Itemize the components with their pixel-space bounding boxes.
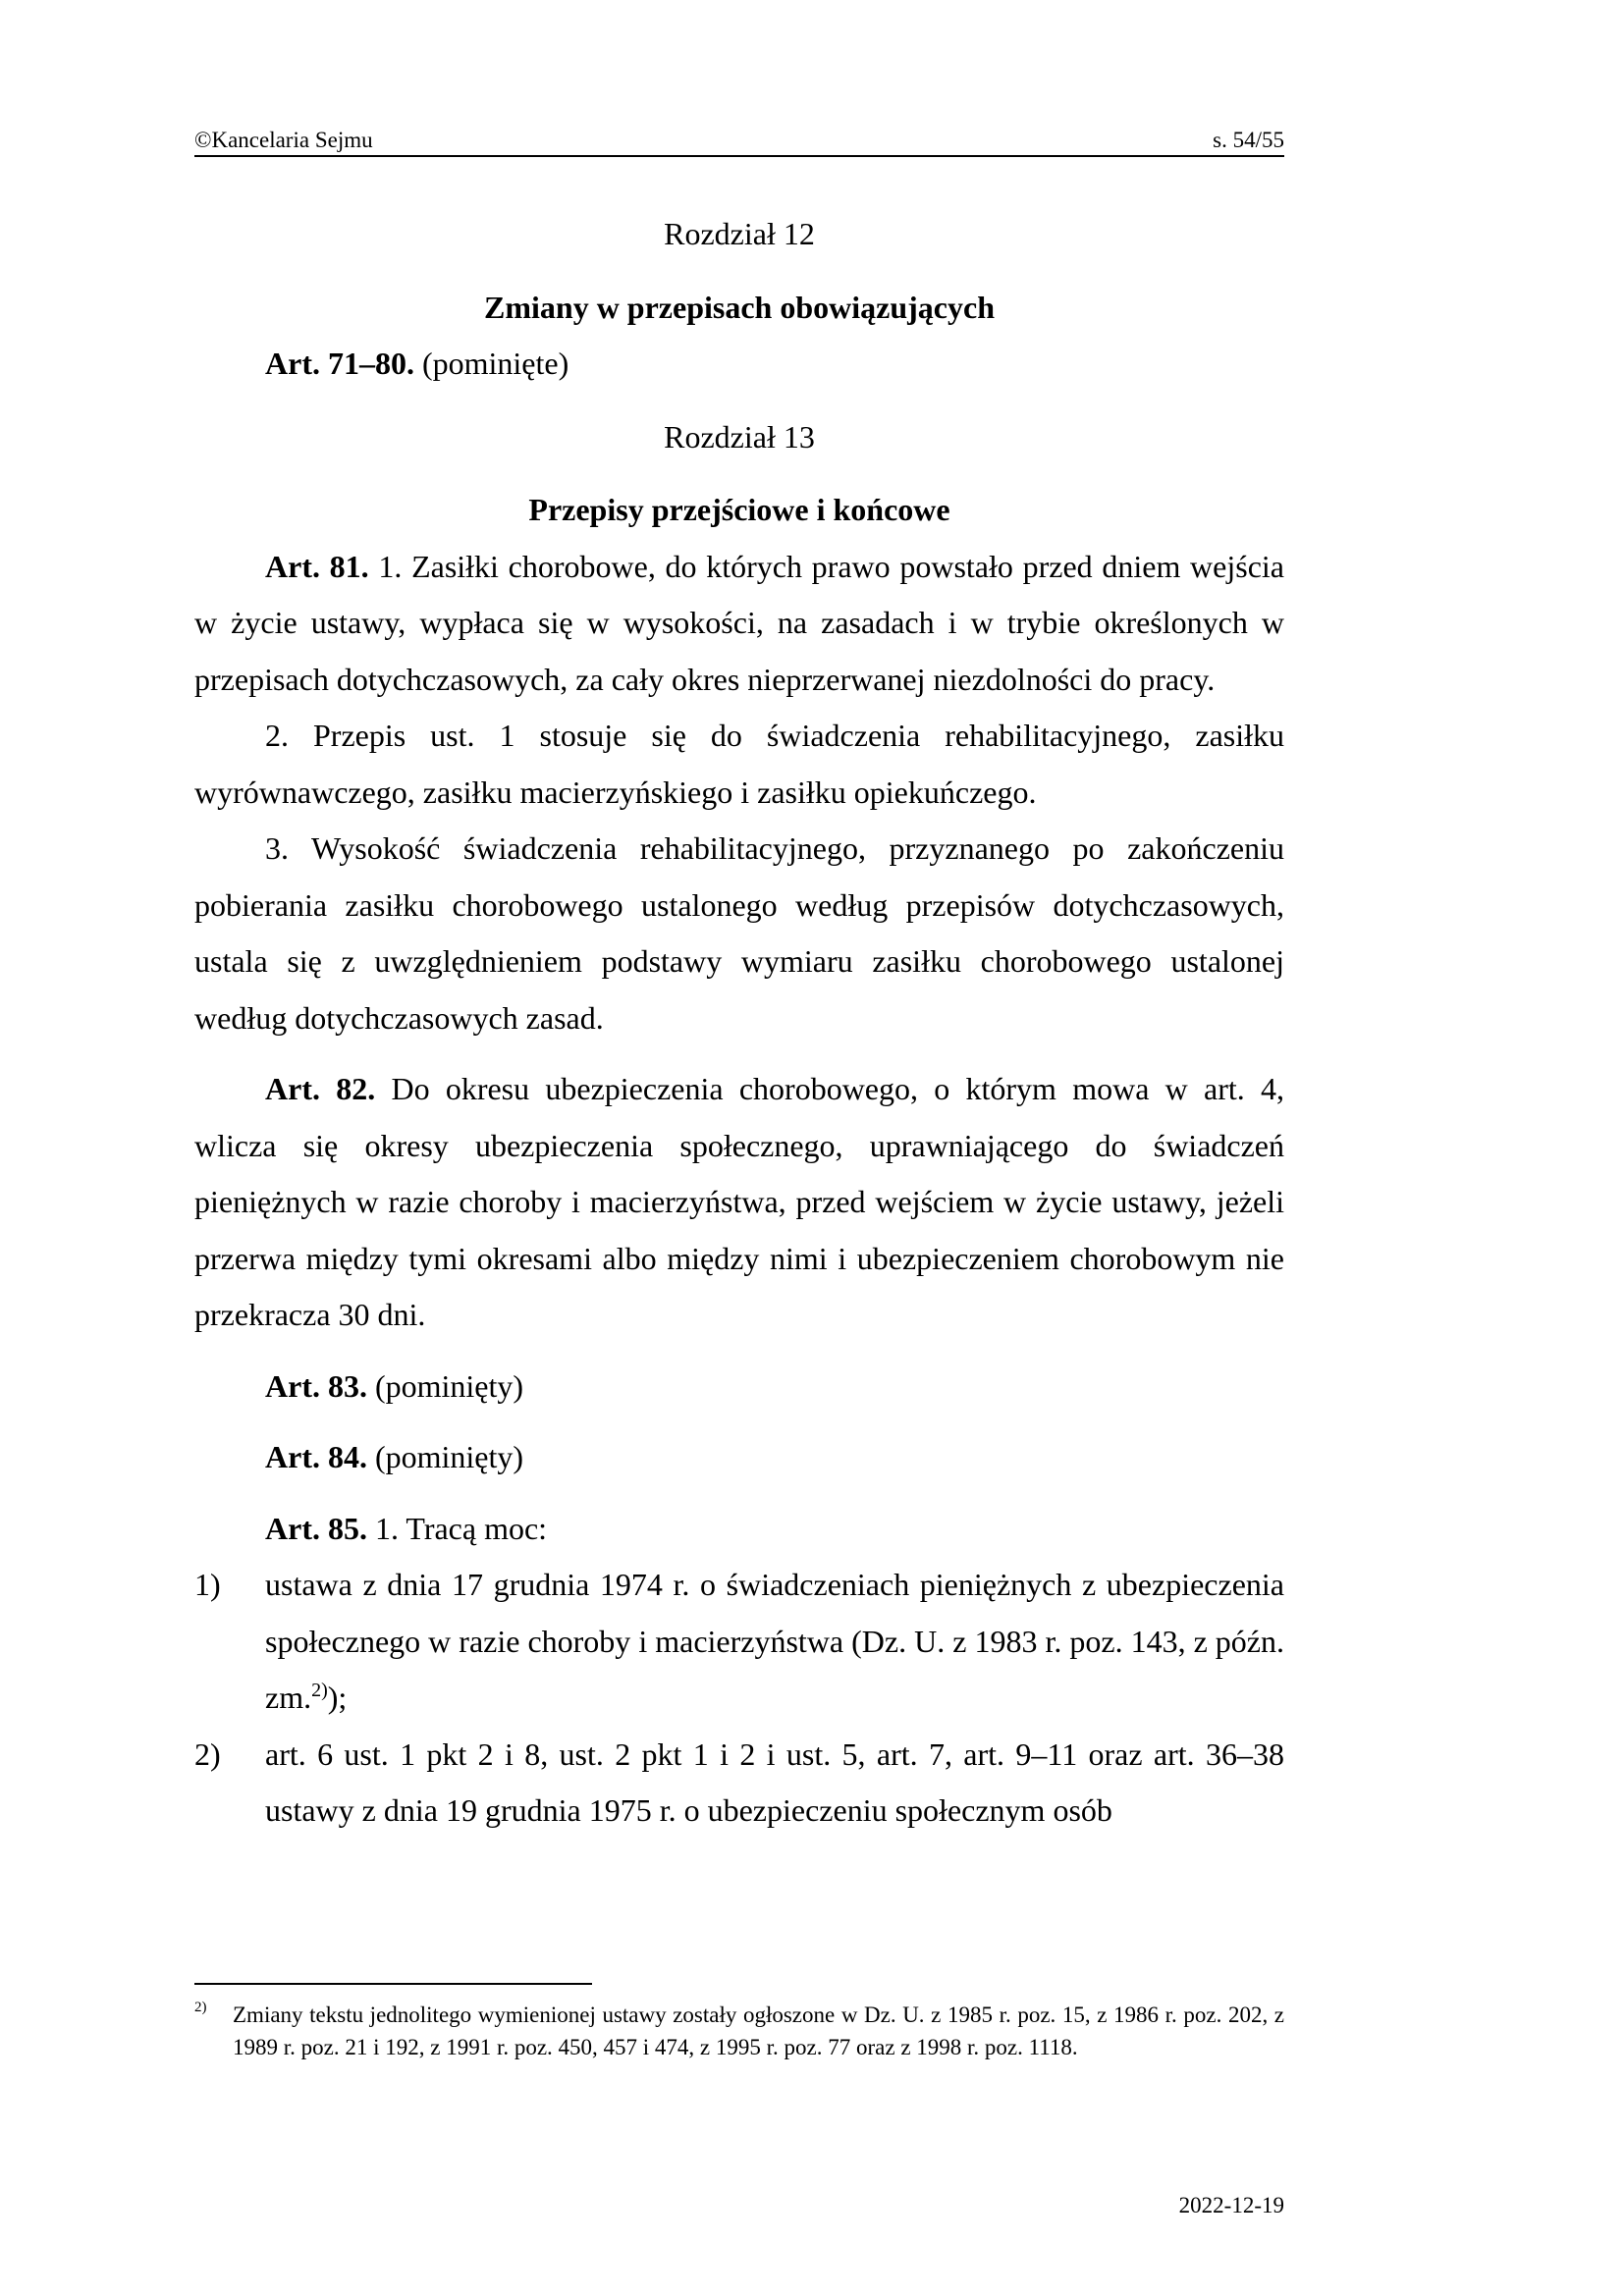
article-81-paragraph-1 bbox=[194, 539, 1284, 709]
footnote-reference[interactable]: 2) bbox=[311, 1680, 328, 1701]
article-71-80-text: (pominięte) bbox=[413, 346, 569, 381]
chapter-12-label: Rozdział 12 bbox=[664, 216, 815, 251]
list-item bbox=[194, 1727, 1284, 1840]
list-item-text: art. 6 ust. 1 pkt 2 i 8, ust. 2 pkt 1 i 2 i ust. 5, art. 7, art. 9–11 oraz art. 36–38 ustawy z dnia 19 grudnia 1975 r. o ubezpieczeniu społecznym osób bbox=[265, 1735, 1284, 1828]
list-item-text: ustawa z dnia 17 grudnia 1974 r. o świadczeniach pieniężnych z ubezpieczenia społecznego w razie choroby i macierzyństwa (Dz. U. z 1983 r. poz. 143, z późn. zm. bbox=[265, 1567, 1284, 1715]
article-82-text: Do okresu ubezpieczenia chorobowego, o którym mowa w art. 4, wlicza się okresy ubezpieczenia społecznego, uprawniającego do świadczeń pieniężnych w razie choroby i macierzyństwa, przed wejściem w życie ustawy, jeżeli przerwa między tymi okresami albo między nimi i ubezpieczeniem chorobowym nie przekracza 30 dni. bbox=[194, 1071, 1285, 1332]
article-82-label: Art. 82. bbox=[265, 1071, 376, 1106]
article-81-p1-text: 1. Zasiłki chorobowe, do których prawo powstało przed dniem wejścia w życie ustawy, wypłaca się w wysokości, na zasadach i w trybie określonych w przepisach dotychczasowych, za cały okres nieprzerwanej niezdolności do pracy. bbox=[194, 548, 1285, 697]
footer-date: 2022-12-19 bbox=[1178, 2193, 1284, 2217]
header-publisher: ©Kancelaria Sejmu bbox=[194, 128, 373, 152]
footnote bbox=[194, 1999, 1284, 2063]
list-item-number: 1) bbox=[194, 1567, 221, 1602]
article-84 bbox=[194, 1429, 1284, 1486]
page-header bbox=[194, 126, 1284, 157]
header-page-number: s. 54/55 bbox=[1213, 128, 1284, 152]
article-81-paragraph-3: 3. Wysokość świadczenia rehabilitacyjnego, przyznanego po zakończeniu pobierania zasiłku chorobowego ustalonego według przepisów dotychczasowych, ustala się z uwzględnieniem podstawy wymiaru zasiłku chorobowego ustalonej według dotychczasowych zasad. bbox=[194, 830, 1284, 1036]
list-item-number: 2) bbox=[194, 1735, 221, 1772]
chapter-12-title: Zmiany w przepisach obowiązujących bbox=[484, 289, 995, 325]
article-81-paragraph-2: 2. Przepis ust. 1 stosuje się do świadczenia rehabilitacyjnego, zasiłku wyrównawczego, zasiłku macierzyńskiego i zasiłku opiekuńczego. bbox=[194, 718, 1284, 810]
article-82 bbox=[194, 1061, 1284, 1344]
footnote-mark: 2) bbox=[194, 2000, 207, 2015]
list-item bbox=[194, 1557, 1284, 1727]
article-71-80 bbox=[194, 336, 1284, 393]
document-body bbox=[194, 206, 1284, 1840]
article-71-80-label: Art. 71–80. bbox=[265, 346, 414, 381]
list-item-tail: ); bbox=[327, 1680, 348, 1715]
article-83 bbox=[194, 1359, 1284, 1415]
article-83-text: (pominięty) bbox=[366, 1367, 524, 1404]
article-84-text: (pominięty) bbox=[366, 1439, 524, 1474]
article-85 bbox=[194, 1501, 1284, 1558]
article-84-label: Art. 84. bbox=[265, 1439, 367, 1474]
chapter-13-label: Rozdział 13 bbox=[664, 418, 815, 454]
footnote-separator bbox=[194, 1983, 592, 1985]
footnote-text: Zmiany tekstu jednolitego wymienionej ustawy zostały ogłoszone w Dz. U. z 1985 r. poz. 15, z 1986 r. poz. 202, z 1989 r. poz. 21 i 192, z 1991 r. poz. 450, 457 i 474, z 1995 r. poz. 77 oraz z 1998 r. poz. 1118. bbox=[233, 2002, 1284, 2059]
chapter-13-title: Przepisy przejściowe i końcowe bbox=[528, 492, 950, 527]
article-83-label: Art. 83. bbox=[265, 1367, 367, 1404]
article-85-label: Art. 85. bbox=[265, 1510, 367, 1546]
article-81-label: Art. 81. bbox=[265, 548, 369, 584]
article-85-text: 1. Tracą moc: bbox=[366, 1510, 548, 1546]
